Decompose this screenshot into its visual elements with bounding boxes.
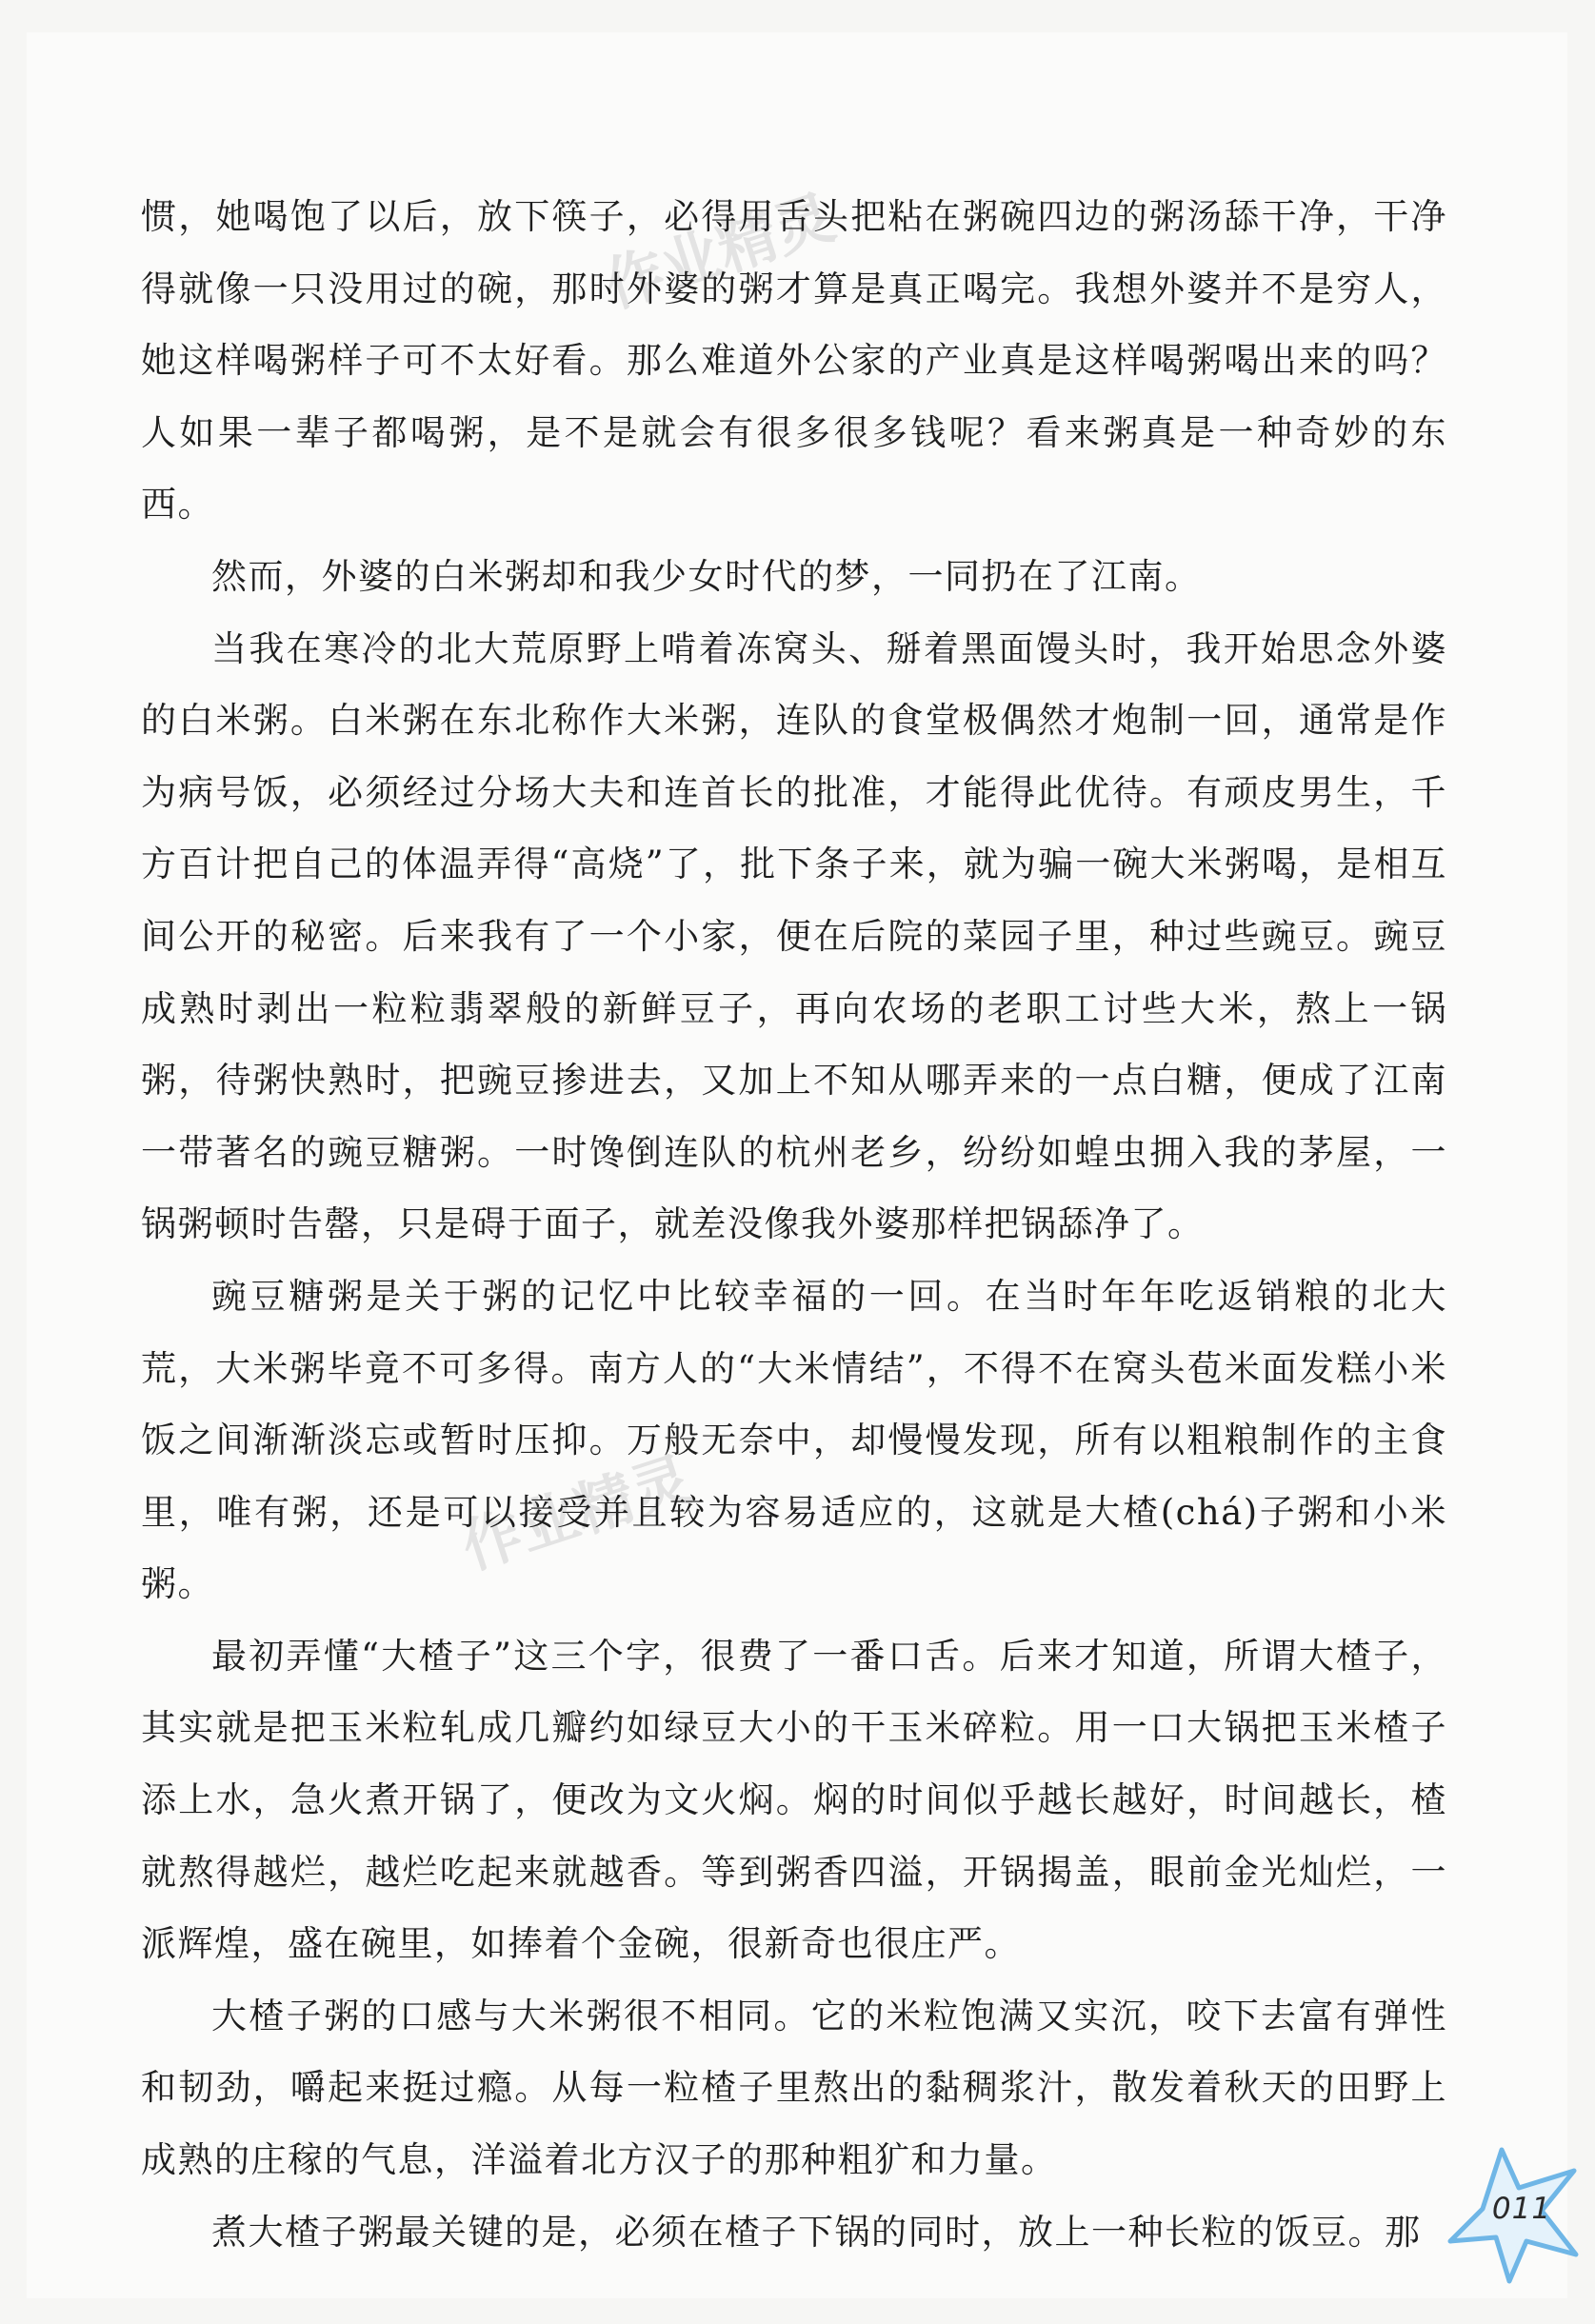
paragraph: 然而，外婆的白米粥却和我少女时代的梦，一同扔在了江南。 xyxy=(211,555,1202,597)
paragraph: 大楂子粥的口感与大米粥很不相同。它的米粒饱满又实沉，咬下去富有弹性和韧劲，嚼起来挺过瘾。从每一粒楂子里熬出的黏稠浆汁，散发着秋天的田野上成熟的庄稼的气息，洋溢着北方汉子的那种粗犷和力量。 xyxy=(141,1995,1447,2181)
page-number-badge xyxy=(1443,2142,1585,2285)
paragraph: 惯，她喝饱了以后，放下筷子，必得用舌头把粘在粥碗四边的粥汤舔干净，干净得就像一只没用过的碗，那时外婆的粥才算是真正喝完。我想外婆并不是穷人，她这样喝粥样子可不太好看。那么难道外公家的产业真是这样喝粥喝出来的吗？人如果一辈子都喝粥，是不是就会有很多很多钱呢？看来粥真是一种奇妙的东西。 xyxy=(141,196,1447,526)
paragraph: 煮大楂子粥最关键的是，必须在楂子下锅的同时，放上一种长粒的饭豆。那 xyxy=(211,2211,1422,2253)
page-number: 011 xyxy=(1491,2192,1552,2226)
body-text xyxy=(141,181,1447,2268)
paragraph: 当我在寒冷的北大荒原野上啃着冻窝头、掰着黑面馒头时，我开始思念外婆的白米粥。白米粥在东北称作大米粥，连队的食堂极偶然才炮制一回，通常是作为病号饭，必须经过分场大夫和连首长的批准，才能得此优待。有顽皮男生，千方百计把自己的体温弄得“高烧”了，批下条子来，就为骗一碗大米粥喝，是相互间公开的秘密。后来我有了一个小家，便在后院的菜园子里，种过些豌豆。豌豆成熟时剥出一粒粒翡翠般的新鲜豆子，再向农场的老职工讨些大米，熬上一锅粥，待粥快熟时，把豌豆掺进去，又加上不知从哪弄来的一点白糖，便成了江南一带著名的豌豆糖粥。一时馋倒连队的杭州老乡，纷纷如蝗虫拥入我的茅屋，一锅粥顿时告罄，只是碍于面子，就差没像我外婆那样把锅舔净了。 xyxy=(141,627,1447,1245)
paragraph: 豌豆糖粥是关于粥的记忆中比较幸福的一回。在当时年年吃返销粮的北大荒，大米粥毕竟不可多得。南方人的“大米情结”，不得不在窝头苞米面发糕小米饭之间渐渐淡忘或暂时压抑。万般无奈中，却慢慢发现，所有以粗粮制作的主食里，唯有粥，还是可以接受并且较为容易适应的，这就是大楂(chá)子粥和小米粥。 xyxy=(141,1275,1447,1605)
paragraph: 最初弄懂“大楂子”这三个字，很费了一番口舌。后来才知道，所谓大楂子，其实就是把玉米粒轧成几瓣约如绿豆大小的干玉米碎粒。用一口大锅把玉米楂子添上水，急火煮开锅了，便改为文火焖。焖的时间似乎越长越好，时间越长，楂就熬得越烂，越烂吃起来就越香。等到粥香四溢，开锅揭盖，眼前金光灿烂，一派辉煌，盛在碗里，如捧着个金碗，很新奇也很庄严。 xyxy=(141,1635,1447,1965)
